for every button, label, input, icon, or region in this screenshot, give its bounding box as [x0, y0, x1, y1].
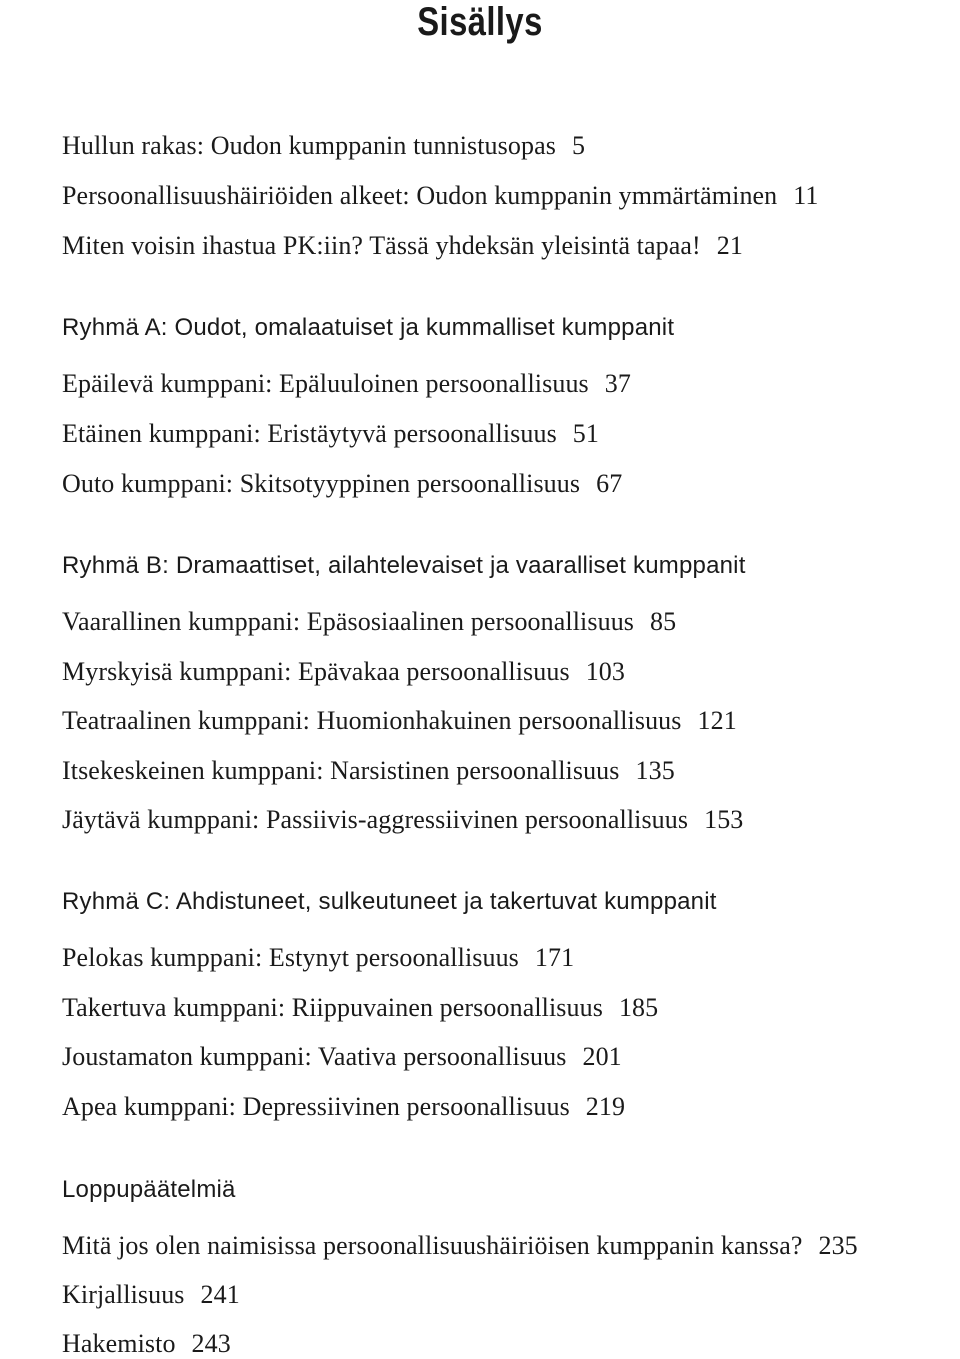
section-heading-a: Ryhmä A: Oudot, omalaatuiset ja kummalliset kumppanit — [62, 314, 675, 341]
toc-title: Itsekeskeinen kumppani: Narsistinen persoonallisuus — [62, 756, 620, 785]
toc-page: 51 — [572, 419, 599, 448]
toc-page: 21 — [716, 231, 743, 260]
toc-title: Mitä jos olen naimisissa persoonallisuushäiriöisen kumppanin kanssa? — [62, 1231, 803, 1260]
toc-title: Takertuva kumppani: Riippuvainen persoonallisuus — [62, 993, 603, 1022]
toc-title: Pelokas kumppani: Estynyt persoonallisuus — [62, 943, 519, 972]
toc-page: 121 — [697, 706, 737, 735]
toc-page: 135 — [635, 756, 675, 785]
toc-page: 241 — [200, 1280, 240, 1309]
section-heading-c: Ryhmä C: Ahdistuneet, sulkeutuneet ja takertuvat kumppanit — [62, 888, 717, 915]
toc-title: Outo kumppani: Skitsotyyppinen persoonallisuus — [62, 469, 581, 498]
toc-page: 171 — [534, 943, 575, 972]
section-heading-b: Ryhmä B: Dramaattiset, ailahtelevaiset ja vaaralliset kumppanit — [62, 552, 746, 579]
toc-title: Epäilevä kumppani: Epäluuloinen persoonallisuus — [62, 369, 589, 398]
toc-page: 219 — [585, 1092, 626, 1121]
toc-title: Kirjallisuus — [62, 1280, 185, 1309]
toc-page: 37 — [604, 369, 631, 398]
toc-page: 85 — [650, 607, 677, 636]
toc-page: 243 — [191, 1329, 231, 1358]
toc-page: 11 — [793, 181, 819, 210]
toc-title: Teatraalinen kumppani: Huomionhakuinen persoonallisuus — [62, 706, 682, 735]
toc-title: Persoonallisuushäiriöiden alkeet: Oudon kumppanin ymmärtäminen — [62, 181, 778, 210]
toc-title: Joustamaton kumppani: Vaativa persoonallisuus — [62, 1042, 567, 1071]
toc-title: Etäinen kumppani: Eristäytyvä persoonallisuus — [62, 419, 557, 448]
toc-title: Vaarallinen kumppani: Epäsosiaalinen persoonallisuus — [62, 607, 635, 636]
toc-page: 153 — [704, 805, 744, 834]
toc-title: Apea kumppani: Depressiivinen persoonallisuus — [62, 1092, 570, 1121]
toc-page: 5 — [571, 131, 586, 160]
toc-title: Hullun rakas: Oudon kumppanin tunnistusopas — [62, 131, 556, 160]
toc-page: 67 — [596, 469, 623, 498]
section-heading-conclusions: Loppupäätelmiä — [62, 1176, 236, 1203]
toc-title: Jäytävä kumppani: Passiivis-aggressiivinen persoonallisuus — [62, 805, 689, 834]
toc-title: Hakemisto — [62, 1329, 176, 1358]
toc-page: 103 — [585, 657, 626, 686]
toc-title: Miten voisin ihastua PK:iin? Tässä yhdeksän yleisintä tapaa! — [62, 231, 701, 260]
toc-page: 235 — [818, 1231, 858, 1260]
page-title: Sisällys — [417, 0, 543, 44]
toc-title: Myrskyisä kumppani: Epävakaa persoonallisuus — [62, 657, 570, 686]
toc-page: 201 — [582, 1042, 622, 1071]
toc-page: 185 — [618, 993, 659, 1022]
